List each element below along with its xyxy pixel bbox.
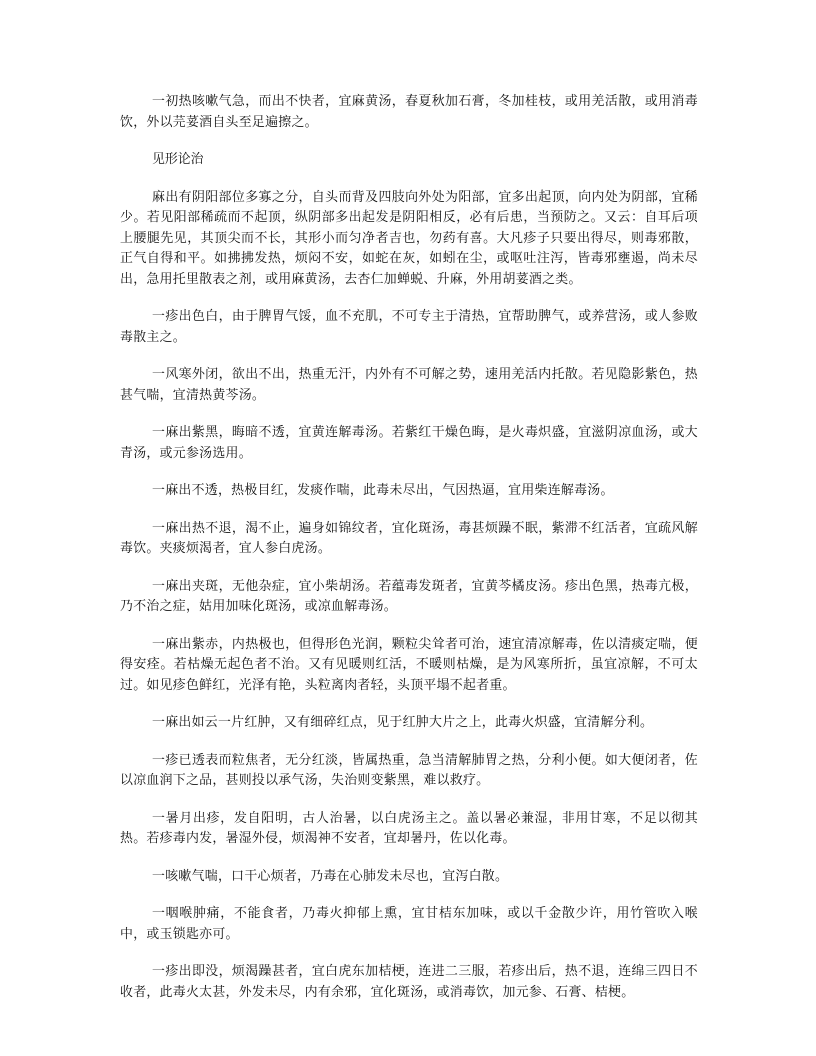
paragraph: 一暑月出疹，发自阳明，古人治暑，以白虎汤主之。盖以暑必兼湿，非用甘寒，不足以彻其热。若疹毒内发，暑湿外侵，烦渴神不安者，宜却暑丹，佐以化毒。 (120, 810, 698, 846)
paragraph: 一疹出即没，烦渴躁甚者，宜白虎东加桔梗，连进二三服，若疹出后，热不退，连绵三四日不收者，此毒火太甚，外发未尽，内有余邪，宜化斑汤，或消毒饮，加元参、石膏、桔梗。 (120, 964, 698, 1000)
paragraph: 一麻出热不退，渴不止，遍身如锦纹者，宜化斑汤，毒甚烦躁不眠，紫滞不红活者，宜疏风解毒饮。夹痰烦渴者，宜人参白虎汤。 (120, 520, 698, 556)
paragraph: 一麻出紫黑，晦暗不透，宜黄连解毒汤。若紫红干燥色晦，是火毒炽盛，宜滋阴凉血汤，或大青汤，或元参汤选用。 (120, 425, 698, 461)
paragraph: 一麻出紫赤，内热极也，但得形色光润，颗粒尖耸者可治，速宜清凉解毒，佐以清痰定喘，便得安痊。若枯燥无起色者不治。又有见暖则红活，不暖则枯燥，是为风寒所折，虽宜凉解，不可太过。如见疹色鲜红，光泽有艳，头粒离肉者轻，头顶平塌不起者重。 (120, 636, 698, 693)
section-heading: 见形论治 (152, 152, 204, 167)
paragraph: 麻出有阴阳部位多寡之分，自头而背及四肢向外处为阳部，宜多出起顶，向内处为阴部，宜稀少。若见阳部稀疏而不起顶，纵阴部多出起发是阴阳相反，必有后患，当预防之。又云：自耳后项上腰腿先见，其顶尖而不长，其形小而匀净者吉也，勿药有喜。大凡疹子只要出得尽，则毒邪散，正气自得和平。如拂拂发热，烦闷不安，如蛇在灰，如蚓在尘，或呕吐注泻，皆毒邪壅遏，尚未尽出，急用托里散表之剂，或用麻黄汤，去杏仁加蝉蜕、升麻，外用胡荽酒之类。 (120, 189, 698, 287)
paragraph: 一风寒外闭，欲出不出，热重无汗，内外有不可解之势，速用羌活内托散。若见隐影紫色，热甚气喘，宜清热黄芩汤。 (120, 367, 698, 403)
paragraph: 一麻出如云一片红肿，又有细碎红点，见于红肿大片之上，此毒火炽盛，宜清解分利。 (152, 715, 654, 730)
paragraph: 一麻出不透，热极目红，发痰作喘，此毒未尽出，气因热逼，宜用柴连解毒汤。 (152, 483, 614, 498)
paragraph: 一初热咳嗽气急，而出不快者，宜麻黄汤，春夏秋加石膏，冬加桂枝，或用羌活散，或用消毒饮，外以芫荽酒自头至足遍擦之。 (120, 94, 698, 130)
document-page (120, 92, 698, 1020)
paragraph: 一麻出夹斑，无他杂症，宜小柴胡汤。若蕴毒发斑者，宜黄芩橘皮汤。疹出色黑，热毒亢极，乃不治之症，姑用加味化斑汤，或凉血解毒汤。 (120, 578, 698, 614)
paragraph: 一咽喉肿痛，不能食者，乃毒火抑郁上熏，宜甘桔东加味，或以千金散少许，用竹管吹入喉中，或玉锁匙亦可。 (120, 906, 698, 942)
paragraph: 一咳嗽气喘，口干心烦者，乃毒在心肺发未尽也，宜泻白散。 (152, 868, 509, 884)
paragraph: 一疹出色白，由于脾胃气馁，血不充肌，不可专主于清热，宜帮助脾气，或养营汤，或人参败毒散主之。 (120, 309, 698, 345)
paragraph: 一疹已透表而粒焦者，无分红淡，皆属热重，急当清解肺胃之热，分利小便。如大便闭者，佐以凉血润下之品，甚则投以承气汤，失治则变紫黑，难以救疗。 (120, 752, 698, 788)
